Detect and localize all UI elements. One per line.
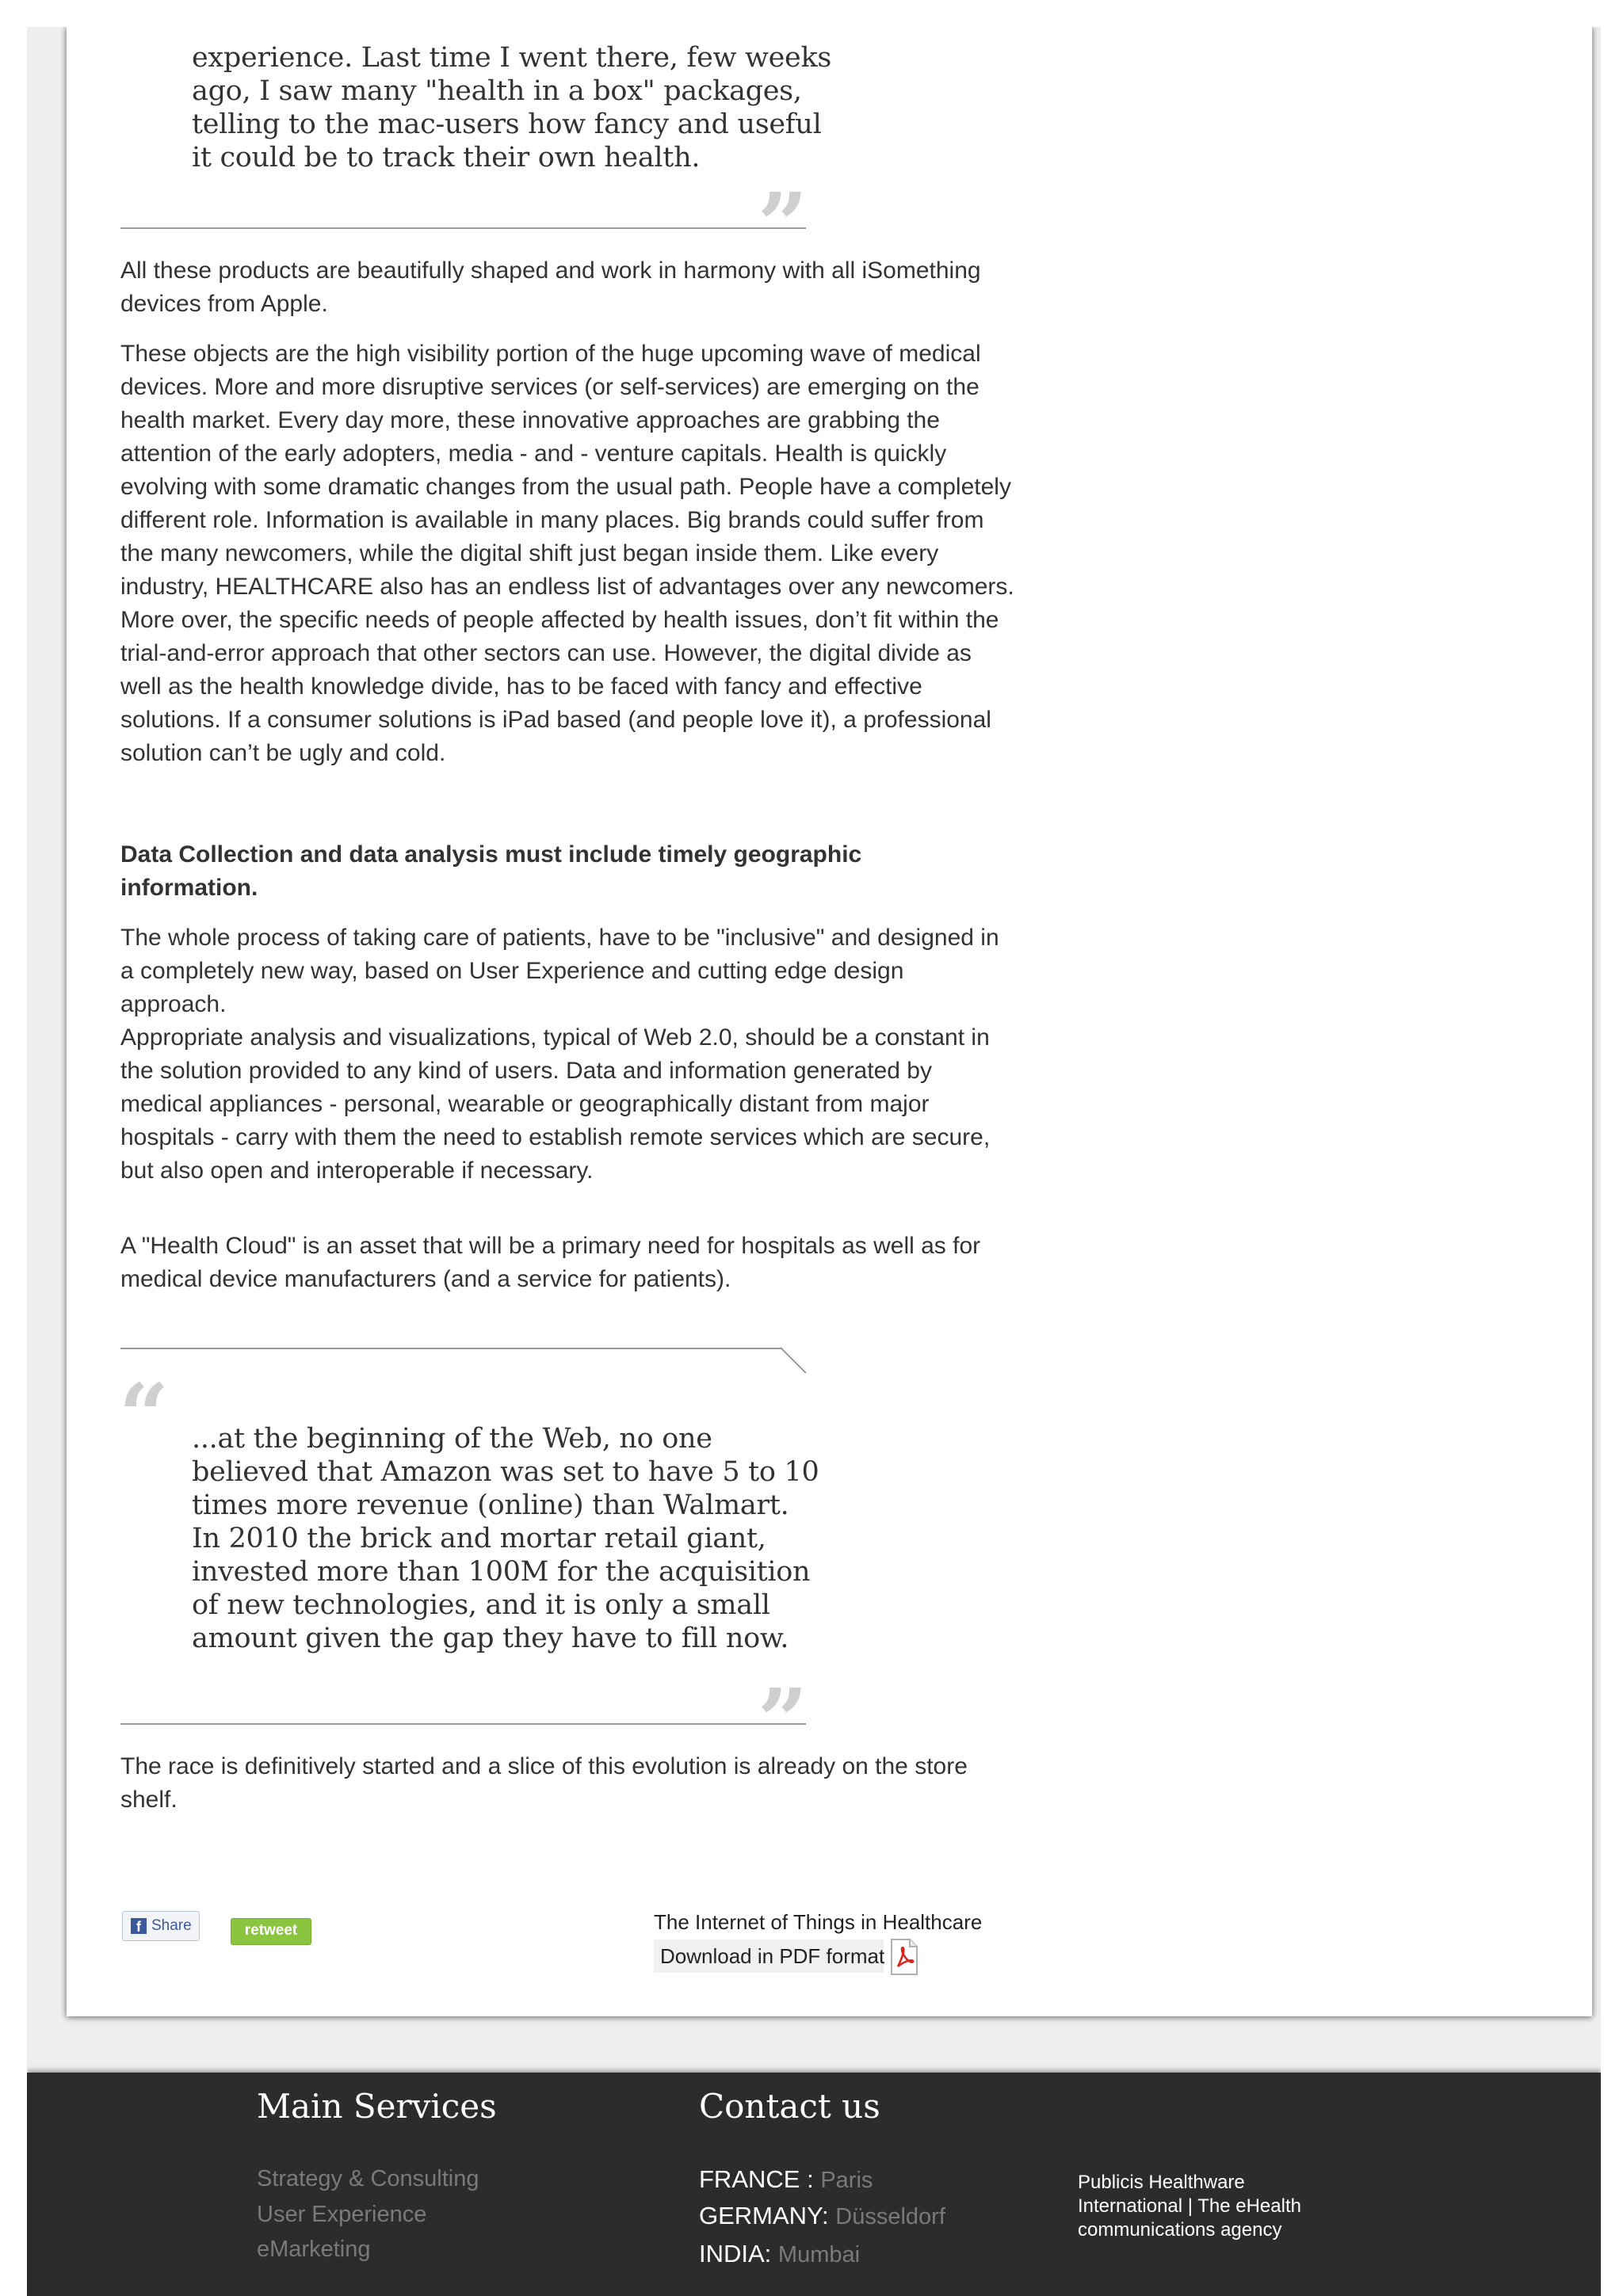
text-line: the many newcomers, while the digital shift just began inside them. Like every [120,540,939,566]
text-line: solutions. If a consumer solutions is iPad based (and people love it), a professional [120,707,991,733]
agency-line: Publicis Healthware [1078,2172,1245,2193]
pull-quote-bottom [192,1422,819,1655]
text-line: well as the health knowledge divide, has to be faced with fancy and effective [120,673,922,700]
text-line: shelf. [120,1787,178,1813]
agency-line: communications agency [1078,2219,1282,2241]
heading-line: Data Collection and data analysis must include timely geographic [120,841,862,868]
country-name: FRANCE : [699,2165,814,2193]
contact-india[interactable] [699,2240,860,2268]
quote-line: ...at the beginning of the Web, no one [192,1423,712,1455]
facebook-share-button[interactable] [122,1911,200,1941]
paragraph-wave [120,338,1103,770]
contact-germany[interactable] [699,2202,945,2230]
text-line: different role. Information is available in many places. Big brands could suffer from [120,507,984,533]
text-line: devices. More and more disruptive services (or self-services) are emerging on the [120,374,980,400]
share-label: Share [151,1917,192,1934]
text-line: medical device manufacturers (and a service for patients). [120,1266,731,1292]
city-name: Paris [820,2168,873,2193]
quote-corner-icon [780,1346,808,1375]
main-services-title: Main Services [257,2087,497,2126]
text-line: The race is definitively started and a slice of this evolution is already on the store [120,1753,968,1779]
site-footer [27,2073,1601,2296]
text-line: trial-and-error approach that other sectors can use. However, the digital divide as [120,640,972,666]
agency-tagline [1078,2171,1301,2242]
quote-line: ago, I saw many "health in a box" packages, [192,75,802,107]
text-line: These objects are the high visibility portion of the huge upcoming wave of medical [120,341,981,367]
text-line: a completely new way, based on User Experience and cutting edge design [120,958,904,984]
quote-divider [120,1348,782,1349]
text-line: hospitals - carry with them the need to establish remote services which are secure, [120,1124,991,1150]
text-line: but also open and interoperable if necessary. [120,1158,594,1184]
text-line: Appropriate analysis and visualizations, typical of Web 2.0, should be a constant in [120,1024,990,1051]
text-line: A "Health Cloud" is an asset that will be a primary need for hospitals as well as for [120,1233,981,1259]
text-line: attention of the early adopters, media - and - venture capitals. Health is quickly [120,441,947,467]
city-name: Düsseldorf [835,2204,945,2229]
page-background [27,27,1601,2296]
footer-link-emarketing[interactable]: eMarketing [257,2237,371,2262]
paragraph-race [120,1750,1103,1817]
quote-line: invested more than 100M for the acquisition [192,1556,811,1588]
quote-line: believed that Amazon was set to have 5 to 10 [192,1456,819,1488]
footer-link-user-experience[interactable]: User Experience [257,2202,427,2227]
text-line: medical appliances - personal, wearable or geographically distant from major [120,1091,930,1117]
agency-line: International | The eHealth [1078,2195,1301,2217]
text-line: industry, HEALTHCARE also has an endless list of advantages over any newcomers. [120,574,1014,600]
retweet-label: retweet [244,1922,298,1939]
paragraph-products [120,254,1103,321]
section-heading [120,838,1103,905]
quote-line: of new technologies, and it is only a small [192,1589,770,1621]
open-quote-icon: “ [119,1372,170,1428]
quote-line: amount given the gap they have to fill now. [192,1623,789,1654]
retweet-button[interactable] [231,1918,311,1945]
pdf-title: The Internet of Things in Healthcare [654,1910,983,1934]
article-card [67,27,1592,2016]
facebook-icon: f [131,1918,147,1934]
text-line: More over, the specific needs of people affected by health issues, don’t fit within the [120,607,999,633]
close-quote-icon: ” [758,181,808,237]
text-line: All these products are beautifully shaped and work in harmony with all iSomething [120,257,981,284]
text-line: solution can’t be ugly and cold. [120,740,446,766]
quote-divider [120,1723,806,1725]
paragraph-process [120,921,1103,1188]
heading-line: information. [120,875,258,901]
quote-divider [120,227,806,229]
paragraph-health-cloud [120,1230,1103,1296]
close-quote-icon: ” [758,1677,808,1733]
quote-line: it could be to track their own health. [192,142,701,174]
text-line: the solution provided to any kind of users. Data and information generated by [120,1058,932,1084]
country-name: INDIA: [699,2240,772,2267]
download-pdf-link[interactable] [654,1939,884,1973]
text-line: approach. [120,991,227,1017]
text-line: The whole process of taking care of patients, have to be "inclusive" and designed in [120,925,999,951]
download-pdf-label: Download in PDF format [660,1944,885,1968]
city-name: Mumbai [777,2242,861,2267]
quote-line: In 2010 the brick and mortar retail giant, [192,1523,766,1554]
contact-france[interactable] [699,2165,873,2194]
pull-quote-top [192,41,831,174]
quote-line: experience. Last time I went there, few weeks [192,42,832,74]
contact-us-title: Contact us [699,2087,880,2126]
pdf-icon[interactable] [888,1938,920,1976]
quote-line: times more revenue (online) than Walmart. [192,1489,789,1521]
text-line: health market. Every day more, these innovative approaches are grabbing the [120,407,940,433]
country-name: GERMANY: [699,2202,829,2229]
quote-line: telling to the mac-users how fancy and useful [192,109,822,140]
footer-link-strategy[interactable]: Strategy & Consulting [257,2166,479,2191]
text-line: devices from Apple. [120,291,328,317]
text-line: evolving with some dramatic changes from the usual path. People have a completely [120,474,1011,500]
